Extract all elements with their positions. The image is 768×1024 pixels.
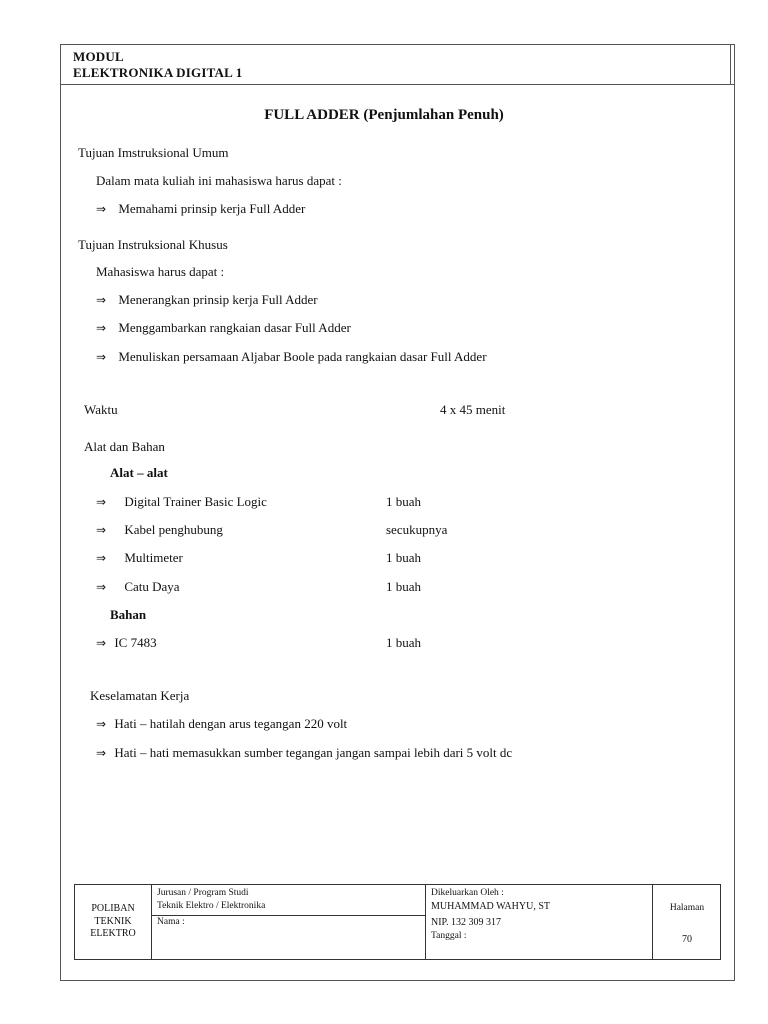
tanggal-label: Tanggal :	[431, 931, 467, 941]
alat-item	[96, 550, 183, 566]
keselamatan-item-text: Hati – hati memasukkan sumber tegangan jangan sampai lebih dari 5 volt dc	[114, 745, 513, 760]
footer-table	[74, 884, 721, 960]
tik-item	[96, 292, 318, 308]
institution-line: POLIBAN	[91, 903, 135, 914]
bahan-item	[96, 635, 157, 651]
dikeluarkan-label: Dikeluarkan Oleh :	[431, 888, 504, 898]
arrow-icon: ⇒	[96, 202, 107, 216]
arrow-icon: ⇒	[96, 293, 107, 307]
alat-bahan-heading: Alat dan Bahan	[84, 439, 165, 454]
module-label: MODUL	[73, 49, 124, 64]
tik-item-text: Menuliskan persamaan Aljabar Boole pada rangkaian dasar Full Adder	[118, 349, 487, 364]
tiu-item-text: Memahami prinsip kerja Full Adder	[118, 201, 306, 216]
tiu-heading: Tujuan Imstruksional Umum	[78, 145, 229, 160]
alat-item-qty: 1 buah	[386, 494, 422, 509]
arrow-icon: ⇒	[96, 717, 107, 731]
keselamatan-item-text: Hati – hatilah dengan arus tegangan 220 volt	[114, 716, 348, 731]
alat-item-name: Multimeter	[124, 550, 183, 565]
arrow-icon: ⇒	[96, 321, 107, 335]
arrow-icon: ⇒	[96, 350, 107, 364]
arrow-icon: ⇒	[96, 636, 107, 650]
bahan-heading: Bahan	[110, 607, 147, 622]
page-title: FULL ADDER (Penjumlahan Penuh)	[264, 107, 504, 123]
dikeluarkan-value: MUHAMMAD WAHYU, ST	[431, 901, 550, 912]
waktu-label: Waktu	[84, 402, 118, 417]
alat-item	[96, 494, 267, 510]
arrow-icon: ⇒	[96, 746, 107, 760]
arrow-icon: ⇒	[96, 523, 107, 537]
tik-item	[96, 349, 487, 365]
tiu-item	[96, 201, 305, 217]
course-name: ELEKTRONIKA DIGITAL 1	[73, 65, 243, 80]
alat-item-qty: secukupnya	[386, 522, 448, 537]
alat-item-qty: 1 buah	[386, 550, 422, 565]
keselamatan-item	[96, 745, 512, 761]
arrow-icon: ⇒	[96, 495, 107, 509]
halaman-value: 70	[682, 934, 692, 945]
module-header	[61, 45, 734, 85]
tik-item	[96, 320, 351, 336]
bahan-item-qty: 1 buah	[386, 635, 422, 650]
jurusan-value: Teknik Elektro / Elektronika	[157, 901, 266, 911]
alat-item-qty: 1 buah	[386, 579, 422, 594]
jurusan-label: Jurusan / Program Studi	[157, 888, 249, 898]
alat-item-name: Digital Trainer Basic Logic	[124, 494, 267, 509]
institution-line: TEKNIK	[94, 916, 132, 927]
alat-item	[96, 579, 180, 595]
nama-label: Nama :	[157, 917, 185, 927]
waktu-value: 4 x 45 menit	[440, 402, 506, 417]
tik-item-text: Menggambarkan rangkaian dasar Full Adder	[118, 320, 351, 335]
halaman-label: Halaman	[669, 903, 705, 913]
tiu-intro: Dalam mata kuliah ini mahasiswa harus dapat :	[96, 173, 342, 188]
alat-item-name: Kabel penghubung	[124, 522, 223, 537]
arrow-icon: ⇒	[96, 551, 107, 565]
alat-item-name: Catu Daya	[124, 579, 180, 594]
nip: NIP. 132 309 317	[431, 917, 502, 928]
tik-heading: Tujuan Instruksional Khusus	[78, 237, 228, 252]
keselamatan-heading: Keselamatan Kerja	[90, 688, 190, 703]
tik-intro: Mahasiswa harus dapat :	[96, 264, 225, 279]
institution-line: ELEKTRO	[90, 928, 136, 939]
bahan-item-name: IC 7483	[114, 635, 157, 650]
alat-heading: Alat – alat	[110, 465, 168, 480]
tik-item-text: Menerangkan prinsip kerja Full Adder	[118, 292, 318, 307]
arrow-icon: ⇒	[96, 580, 107, 594]
alat-item	[96, 522, 223, 538]
keselamatan-item	[96, 716, 347, 732]
